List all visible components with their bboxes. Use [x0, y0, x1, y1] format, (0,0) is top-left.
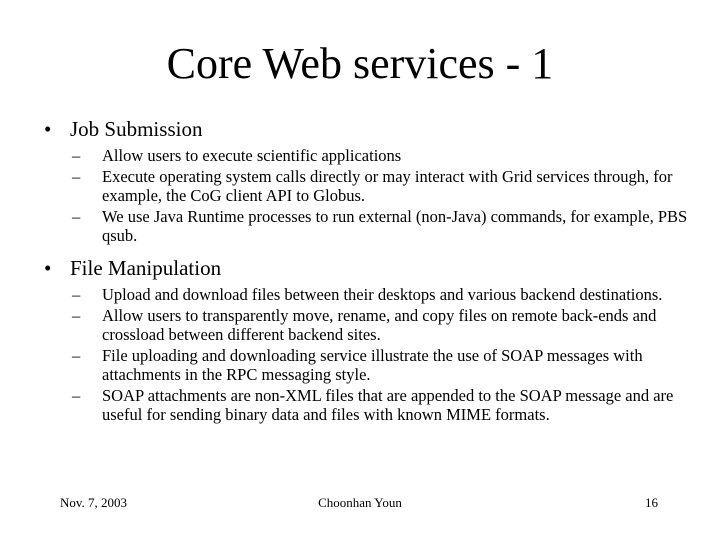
footer-date: Nov. 7, 2003	[60, 495, 128, 510]
dash-marker: –	[72, 167, 81, 186]
list-item	[72, 207, 692, 245]
list-item	[72, 346, 692, 384]
list-item	[72, 167, 692, 205]
list-item-text: Allow users to transparently move, rename, and copy files on remote back-ends and crossload between different backend sites.	[102, 306, 657, 344]
list-item	[72, 285, 692, 304]
bullet-heading: File Manipulation	[70, 256, 222, 280]
file-manipulation-list	[72, 285, 692, 426]
bullet-dot: •	[44, 117, 52, 141]
dash-marker: –	[72, 207, 81, 226]
footer-page-number: 16	[645, 495, 658, 510]
job-submission-list	[72, 146, 692, 247]
list-item-text: Allow users to execute scientific applications	[102, 146, 402, 165]
bullet-dot: •	[44, 256, 52, 280]
slide-title: Core Web services - 1	[166, 39, 554, 88]
list-item	[72, 306, 692, 344]
dash-marker: –	[72, 146, 81, 165]
dash-marker: –	[72, 306, 81, 325]
list-item	[72, 386, 692, 424]
list-item-text: SOAP attachments are non-XML files that are appended to the SOAP message and are useful for sending binary data and files with known MIME formats.	[102, 386, 674, 424]
dash-marker: –	[72, 285, 81, 304]
list-item-text: File uploading and downloading service illustrate the use of SOAP messages with attachments in the RPC messaging style.	[102, 346, 643, 384]
bullet-heading: Job Submission	[70, 117, 203, 141]
dash-marker: –	[72, 386, 81, 405]
list-item	[72, 146, 692, 165]
dash-marker: –	[72, 346, 81, 365]
list-item-text: Upload and download files between their desktops and various backend destinations.	[102, 285, 663, 304]
footer-author: Choonhan Youn	[318, 495, 402, 510]
list-item-text: Execute operating system calls directly or may interact with Grid services through, for example, the CoG client API to Globus.	[102, 167, 673, 205]
list-item-text: We use Java Runtime processes to run external (non-Java) commands, for example, PBS qsub.	[102, 207, 688, 245]
